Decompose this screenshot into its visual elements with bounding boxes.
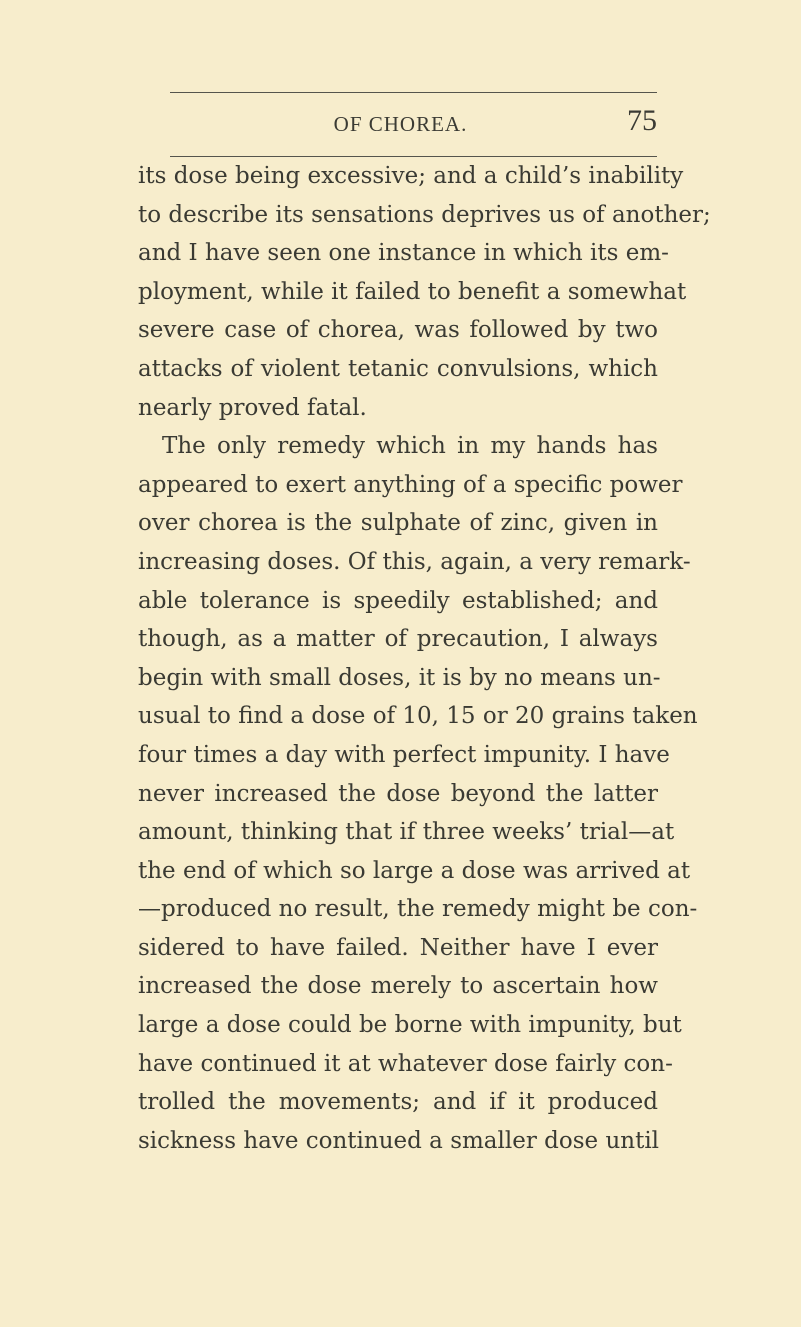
running-title: OF CHOREA.	[333, 112, 468, 136]
paragraph-first-line: The only remedy which in my hands has	[162, 433, 658, 460]
text-line: its dose being excessive; and a child’s inability	[138, 163, 684, 189]
text-line: begin with small doses, it is by no means un-	[138, 664, 661, 691]
text-line: —produced no result, the remedy might be con-	[138, 896, 698, 923]
paragraph-end-line: nearly proved fatal.	[138, 394, 367, 421]
text-line: large a dose could be borne with impunity, but	[138, 1012, 682, 1039]
text-line: and I have seen one instance in which its em-	[138, 240, 669, 267]
page-number: 75	[627, 104, 657, 137]
text-line: sickness have continued a smaller dose until	[138, 1127, 660, 1154]
text-line: have continued it at whatever dose fairly con-	[138, 1050, 673, 1077]
text-line: increasing doses. Of this, again, a very remark-	[138, 548, 691, 575]
text-line: sidered to have failed. Neither have I ever	[138, 934, 658, 961]
header-top-rule	[170, 92, 657, 93]
text-line: never increased the dose beyond the latter	[138, 780, 658, 807]
text-line: over chorea is the sulphate of zinc, given in	[138, 510, 658, 537]
text-line: four times a day with perfect impunity. I have	[138, 741, 670, 768]
text-line: amount, thinking that if three weeks’ trial—at	[138, 819, 675, 846]
text-line: the end of which so large a dose was arrived at	[138, 857, 691, 884]
text-line: attacks of violent tetanic convulsions, which	[138, 355, 658, 382]
text-line: able tolerance is speedily established; and	[138, 587, 658, 614]
text-line: increased the dose merely to ascertain how	[138, 973, 658, 1000]
text-line: though, as a matter of precaution, I always	[138, 626, 658, 653]
text-line: severe case of chorea, was followed by two	[138, 317, 658, 344]
text-line: trolled the movements; and if it produced	[138, 1089, 658, 1116]
body-text	[138, 157, 711, 1160]
text-line: ployment, while it failed to benefit a somewhat	[138, 278, 687, 305]
text-line: appeared to exert anything of a specific power	[138, 471, 683, 498]
text-line: usual to find a dose of 10, 15 or 20 grains taken	[138, 703, 698, 730]
text-line: to describe its sensations deprives us of another;	[138, 201, 711, 228]
